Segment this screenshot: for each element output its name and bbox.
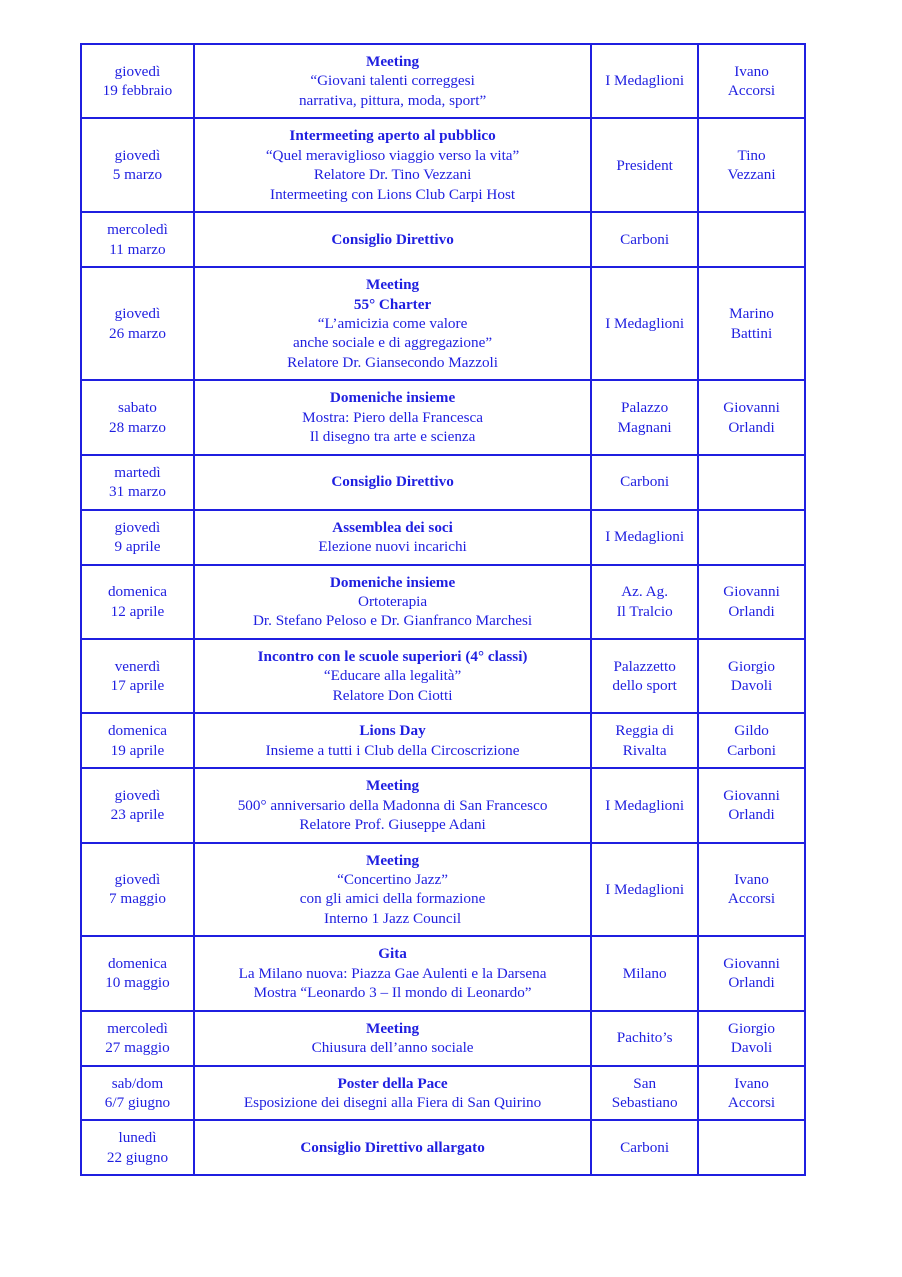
- event-date-cell-lines: [85, 62, 190, 101]
- event-person-cell-lines: [702, 398, 801, 437]
- event-detail-cell: [195, 1067, 592, 1122]
- event-detail-cell-line: “L’amicizia come valore: [317, 314, 468, 332]
- table-row: [82, 1121, 806, 1176]
- event-venue-cell: [592, 640, 699, 714]
- event-person-cell: [699, 213, 806, 268]
- event-detail-cell-line: con gli amici della formazione: [299, 890, 486, 908]
- event-detail-cell-lines: [198, 1138, 587, 1157]
- event-venue-cell-lines: [595, 314, 694, 333]
- event-detail-cell-line: Dr. Stefano Peloso e Dr. Gianfranco Marchesi: [252, 612, 533, 630]
- table-row: [82, 456, 806, 511]
- event-person-cell-line: Tino: [737, 146, 766, 164]
- event-venue-cell-line: I Medaglioni: [605, 880, 685, 898]
- event-venue-cell-lines: [595, 796, 694, 815]
- table-row: [82, 640, 806, 714]
- event-date-cell-line: 9 aprile: [114, 538, 161, 556]
- event-detail-cell-line: Elezione nuovi incarichi: [318, 538, 467, 556]
- event-detail-cell-line: Meeting: [365, 851, 420, 869]
- event-venue-cell: [592, 714, 699, 769]
- event-person-cell-line: Accorsi: [727, 890, 776, 908]
- event-venue-cell: [592, 937, 699, 1011]
- event-detail-cell-line: “Concertino Jazz”: [337, 870, 449, 888]
- event-person-cell-line: Gildo: [734, 722, 769, 740]
- event-detail-cell-lines: [198, 1074, 587, 1113]
- event-date-cell: [82, 937, 195, 1011]
- event-person-cell-lines: [702, 786, 801, 825]
- event-date-cell: [82, 566, 195, 640]
- event-venue-cell-line: Magnani: [617, 418, 672, 436]
- event-venue-cell: [592, 844, 699, 938]
- event-venue-cell: [592, 511, 699, 566]
- event-detail-cell-line: “Quel meraviglioso viaggio verso la vita”: [265, 146, 520, 164]
- event-detail-cell: [195, 844, 592, 938]
- event-venue-cell: [592, 381, 699, 455]
- table-row: [82, 381, 806, 455]
- event-person-cell: [699, 381, 806, 455]
- event-venue-cell-lines: [595, 472, 694, 491]
- event-person-cell-lines: [702, 721, 801, 760]
- event-venue-cell-line: Carboni: [620, 473, 670, 491]
- event-date-cell-line: 23 aprile: [110, 806, 165, 824]
- event-date-cell: [82, 844, 195, 938]
- event-detail-cell-line: Interno 1 Jazz Council: [324, 909, 462, 927]
- event-venue-cell-lines: [595, 71, 694, 90]
- event-detail-cell-lines: [198, 573, 587, 631]
- event-person-cell-line: Ivano: [734, 870, 769, 888]
- event-venue-cell-line: Il Tralcio: [616, 602, 673, 620]
- event-person-cell-line: Marino: [729, 305, 774, 323]
- event-detail-cell-lines: [198, 388, 587, 446]
- table-row: [82, 566, 806, 640]
- event-date-cell-lines: [85, 1128, 190, 1167]
- event-person-cell: [699, 769, 806, 843]
- event-venue-cell: [592, 119, 699, 213]
- event-date-cell-line: mercoledì: [107, 221, 168, 239]
- event-date-cell-lines: [85, 582, 190, 621]
- event-date-cell-line: giovedì: [114, 62, 161, 80]
- event-date-cell: [82, 1067, 195, 1122]
- event-detail-cell-line: narrativa, pittura, moda, sport”: [298, 91, 487, 109]
- event-venue-cell-lines: [595, 880, 694, 899]
- event-person-cell-line: Vezzani: [727, 166, 776, 184]
- table-row: [82, 511, 806, 566]
- event-date-cell: [82, 381, 195, 455]
- event-date-cell-line: venerdì: [114, 657, 161, 675]
- event-detail-cell: [195, 213, 592, 268]
- event-detail-cell-line: Incontro con le scuole superiori (4° classi): [257, 647, 528, 665]
- event-detail-cell-line: “Educare alla legalità”: [323, 667, 462, 685]
- event-venue-cell-lines: [595, 582, 694, 621]
- event-person-cell-line: Accorsi: [727, 1094, 776, 1112]
- event-person-cell: [699, 1012, 806, 1067]
- event-venue-cell: [592, 769, 699, 843]
- event-date-cell: [82, 213, 195, 268]
- event-person-cell-lines: [702, 1019, 801, 1058]
- event-date-cell: [82, 456, 195, 511]
- event-venue-cell-line: I Medaglioni: [605, 796, 685, 814]
- event-detail-cell-line: Consiglio Direttivo: [331, 473, 454, 491]
- event-venue-cell: [592, 268, 699, 381]
- event-date-cell-line: giovedì: [114, 518, 161, 536]
- event-person-cell-lines: [702, 870, 801, 909]
- event-detail-cell: [195, 566, 592, 640]
- event-person-cell: [699, 640, 806, 714]
- event-detail-cell-line: La Milano nuova: Piazza Gae Aulenti e la Darsena: [238, 964, 547, 982]
- event-venue-cell: [592, 45, 699, 119]
- event-detail-cell: [195, 769, 592, 843]
- event-venue-cell-line: Rivalta: [622, 741, 667, 759]
- event-detail-cell: [195, 456, 592, 511]
- event-person-cell-line: Giovanni: [723, 399, 780, 417]
- event-date-cell-line: 27 maggio: [105, 1039, 170, 1057]
- event-detail-cell-line: Mostra: Piero della Francesca: [302, 408, 484, 426]
- event-detail-cell-line: Mostra “Leonardo 3 – Il mondo di Leonardo”: [253, 984, 532, 1002]
- event-detail-cell-lines: [198, 275, 587, 372]
- event-venue-cell-line: Carboni: [620, 1139, 670, 1157]
- event-date-cell-lines: [85, 398, 190, 437]
- table-row: [82, 1067, 806, 1122]
- event-date-cell-line: mercoledì: [107, 1019, 168, 1037]
- event-date-cell-lines: [85, 721, 190, 760]
- event-detail-cell: [195, 381, 592, 455]
- event-detail-cell-line: Relatore Dr. Tino Vezzani: [313, 166, 472, 184]
- event-date-cell: [82, 45, 195, 119]
- event-person-cell: [699, 937, 806, 1011]
- event-detail-cell-line: Esposizione dei disegni alla Fiera di San Quirino: [243, 1094, 542, 1112]
- event-venue-cell: [592, 1121, 699, 1176]
- event-date-cell-lines: [85, 146, 190, 185]
- event-detail-cell-line: Domeniche insieme: [329, 573, 456, 591]
- event-date-cell-line: martedì: [114, 463, 161, 481]
- event-venue-cell: [592, 456, 699, 511]
- event-detail-cell-line: Gita: [378, 945, 407, 963]
- event-date-cell-line: 11 marzo: [109, 240, 166, 258]
- event-detail-cell-lines: [198, 944, 587, 1002]
- event-person-cell-line: Davoli: [730, 1039, 773, 1057]
- event-detail-cell-line: Ortoterapia: [357, 592, 428, 610]
- event-date-cell: [82, 769, 195, 843]
- event-detail-cell-line: Domeniche insieme: [329, 389, 456, 407]
- event-date-cell-lines: [85, 1019, 190, 1058]
- event-date-cell-line: 12 aprile: [110, 602, 165, 620]
- event-date-cell-lines: [85, 657, 190, 696]
- event-person-cell-line: Ivano: [734, 62, 769, 80]
- event-venue-cell-line: Palazzo: [621, 399, 669, 417]
- event-detail-cell-line: Intermeeting aperto al pubblico: [289, 127, 496, 145]
- event-person-cell-line: Giorgio: [728, 1019, 776, 1037]
- event-person-cell-line: Battini: [730, 324, 773, 342]
- event-date-cell-line: 6/7 giugno: [104, 1094, 171, 1112]
- event-person-cell-line: Ivano: [734, 1074, 769, 1092]
- event-venue-cell-lines: [595, 1138, 694, 1157]
- event-venue-cell: [592, 566, 699, 640]
- event-person-cell-line: Orlandi: [728, 974, 775, 992]
- event-date-cell-line: lunedì: [118, 1129, 157, 1147]
- event-detail-cell-line: “Giovani talenti correggesi: [310, 72, 475, 90]
- event-detail-cell-lines: [198, 472, 587, 491]
- event-date-cell-line: 22 giugno: [106, 1148, 169, 1166]
- event-detail-cell-line: Il disegno tra arte e scienza: [309, 428, 476, 446]
- event-venue-cell-line: I Medaglioni: [605, 72, 685, 90]
- event-person-cell-line: Carboni: [727, 741, 776, 759]
- event-detail-cell: [195, 1012, 592, 1067]
- event-detail-cell-line: Meeting: [365, 53, 420, 70]
- event-detail-cell-lines: [198, 776, 587, 834]
- event-detail-cell-line: Poster della Pace: [337, 1074, 448, 1092]
- event-person-cell-lines: [702, 582, 801, 621]
- event-detail-cell-lines: [198, 52, 587, 110]
- event-date-cell-line: domenica: [107, 583, 167, 601]
- event-detail-cell: [195, 640, 592, 714]
- event-person-cell: [699, 456, 806, 511]
- event-detail-cell-line: Chiusura dell’anno sociale: [311, 1039, 474, 1057]
- event-date-cell-line: 19 aprile: [110, 741, 165, 759]
- event-detail-cell-line: Insieme a tutti i Club della Circoscrizione: [265, 741, 520, 759]
- event-date-cell: [82, 511, 195, 566]
- event-detail-cell-line: Relatore Don Ciotti: [332, 686, 453, 704]
- event-person-cell-lines: [702, 954, 801, 993]
- event-venue-cell-line: Sebastiano: [611, 1094, 678, 1112]
- event-venue-cell-lines: [595, 964, 694, 983]
- event-date-cell-line: 26 marzo: [108, 324, 166, 342]
- event-detail-cell: [195, 511, 592, 566]
- event-detail-cell-lines: [198, 647, 587, 705]
- event-detail-cell-line: Meeting: [365, 276, 420, 294]
- event-date-cell: [82, 640, 195, 714]
- event-date-cell-line: 19 febbraio: [102, 82, 173, 100]
- table-row: [82, 213, 806, 268]
- event-person-cell: [699, 844, 806, 938]
- event-person-cell: [699, 119, 806, 213]
- event-date-cell-line: 31 marzo: [108, 483, 166, 501]
- event-person-cell-line: Giovanni: [723, 955, 780, 973]
- event-date-cell-lines: [85, 1074, 190, 1113]
- event-date-cell-lines: [85, 954, 190, 993]
- event-venue-cell-line: I Medaglioni: [605, 528, 685, 546]
- event-person-cell-lines: [702, 1074, 801, 1113]
- event-venue-cell-line: Reggia di: [615, 722, 674, 740]
- table-row: [82, 1012, 806, 1067]
- event-date-cell-line: giovedì: [114, 786, 161, 804]
- event-date-cell-line: giovedì: [114, 146, 161, 164]
- event-person-cell: [699, 566, 806, 640]
- event-venue-cell-line: Carboni: [620, 230, 670, 248]
- event-date-cell-line: sab/dom: [111, 1074, 164, 1092]
- table-row: [82, 119, 806, 213]
- event-date-cell-lines: [85, 518, 190, 557]
- schedule-table-body: [82, 45, 806, 1176]
- event-detail-cell-line: 500° anniversario della Madonna di San Francesco: [237, 796, 548, 814]
- schedule-table: [80, 43, 806, 1176]
- table-row: [82, 268, 806, 381]
- event-detail-cell-line: Lions Day: [359, 722, 426, 740]
- event-person-cell-line: Orlandi: [728, 806, 775, 824]
- event-person-cell: [699, 714, 806, 769]
- event-date-cell: [82, 1121, 195, 1176]
- table-row: [82, 714, 806, 769]
- event-date-cell-line: sabato: [118, 399, 157, 417]
- event-person-cell-line: Giorgio: [728, 657, 776, 675]
- event-date-cell-lines: [85, 220, 190, 259]
- event-venue-cell: [592, 1067, 699, 1122]
- event-venue-cell: [592, 1012, 699, 1067]
- event-date-cell-lines: [85, 870, 190, 909]
- table-row: [82, 937, 806, 1011]
- event-venue-cell-line: I Medaglioni: [605, 314, 685, 332]
- event-person-cell-lines: [702, 304, 801, 343]
- event-person-cell-line: Accorsi: [727, 82, 776, 100]
- event-person-cell-line: Giovanni: [723, 786, 780, 804]
- event-person-cell: [699, 45, 806, 119]
- event-person-cell: [699, 511, 806, 566]
- event-venue-cell-lines: [595, 1074, 694, 1113]
- event-person-cell: [699, 1067, 806, 1122]
- event-date-cell-line: 17 aprile: [110, 677, 165, 695]
- event-date-cell-lines: [85, 463, 190, 502]
- event-person-cell-line: Giovanni: [723, 583, 780, 601]
- event-detail-cell-line: Relatore Prof. Giuseppe Adani: [299, 816, 486, 834]
- event-person-cell-line: Orlandi: [728, 418, 775, 436]
- event-date-cell: [82, 714, 195, 769]
- event-venue-cell-line: dello sport: [612, 677, 677, 695]
- event-person-cell-lines: [702, 62, 801, 101]
- event-date-cell-line: giovedì: [114, 305, 161, 323]
- table-row: [82, 45, 806, 119]
- table-row: [82, 769, 806, 843]
- event-person-cell-line: Davoli: [730, 677, 773, 695]
- event-person-cell-line: Orlandi: [728, 602, 775, 620]
- table-row: [82, 844, 806, 938]
- event-detail-cell-line: Intermeeting con Lions Club Carpi Host: [270, 185, 516, 203]
- event-venue-cell-lines: [595, 1028, 694, 1047]
- event-detail-cell-lines: [198, 1019, 587, 1058]
- event-venue-cell-lines: [595, 156, 694, 175]
- event-person-cell: [699, 1121, 806, 1176]
- event-venue-cell-line: Pachito’s: [616, 1029, 673, 1047]
- event-detail-cell-lines: [198, 518, 587, 557]
- event-venue-cell-lines: [595, 230, 694, 249]
- event-detail-cell: [195, 119, 592, 213]
- event-date-cell: [82, 119, 195, 213]
- event-venue-cell-line: President: [616, 156, 673, 174]
- event-detail-cell-lines: [198, 721, 587, 760]
- event-person-cell: [699, 268, 806, 381]
- event-date-cell-lines: [85, 786, 190, 825]
- event-date-cell-line: 5 marzo: [112, 166, 163, 184]
- event-date-cell-line: 28 marzo: [108, 418, 166, 436]
- event-venue-cell-line: Palazzetto: [613, 657, 676, 675]
- event-detail-cell-line: Consiglio Direttivo: [331, 230, 454, 248]
- event-detail-cell-line: Relatore Dr. Giansecondo Mazzoli: [287, 353, 498, 371]
- event-date-cell: [82, 1012, 195, 1067]
- event-venue-cell-lines: [595, 527, 694, 546]
- event-detail-cell-line: Consiglio Direttivo allargato: [300, 1139, 485, 1157]
- event-detail-cell-lines: [198, 126, 587, 204]
- event-venue-cell: [592, 213, 699, 268]
- event-detail-cell-line: Meeting: [365, 1019, 420, 1037]
- event-venue-cell-lines: [595, 721, 694, 760]
- event-date-cell: [82, 268, 195, 381]
- event-venue-cell-line: Az. Ag.: [621, 583, 669, 601]
- event-detail-cell-line: Meeting: [365, 777, 420, 795]
- event-date-cell-line: giovedì: [114, 870, 161, 888]
- event-person-cell-lines: [702, 657, 801, 696]
- event-detail-cell-line: Assemblea dei soci: [332, 518, 453, 536]
- event-date-cell-line: 10 maggio: [105, 974, 170, 992]
- event-venue-cell-lines: [595, 657, 694, 696]
- event-date-cell-lines: [85, 304, 190, 343]
- event-date-cell-line: domenica: [107, 955, 167, 973]
- event-detail-cell-lines: [198, 851, 587, 929]
- event-date-cell-line: 7 maggio: [108, 890, 166, 908]
- event-person-cell-lines: [702, 146, 801, 185]
- event-venue-cell-line: Milano: [622, 964, 667, 982]
- event-date-cell-line: domenica: [107, 722, 167, 740]
- event-detail-cell: [195, 714, 592, 769]
- event-detail-cell: [195, 45, 592, 119]
- event-venue-cell-lines: [595, 398, 694, 437]
- event-detail-cell-line: 55° Charter: [353, 295, 432, 313]
- event-detail-cell: [195, 1121, 592, 1176]
- event-detail-cell-line: anche sociale e di aggregazione”: [293, 334, 493, 352]
- event-detail-cell: [195, 268, 592, 381]
- event-detail-cell-lines: [198, 230, 587, 249]
- event-detail-cell: [195, 937, 592, 1011]
- event-venue-cell-line: San: [633, 1074, 657, 1092]
